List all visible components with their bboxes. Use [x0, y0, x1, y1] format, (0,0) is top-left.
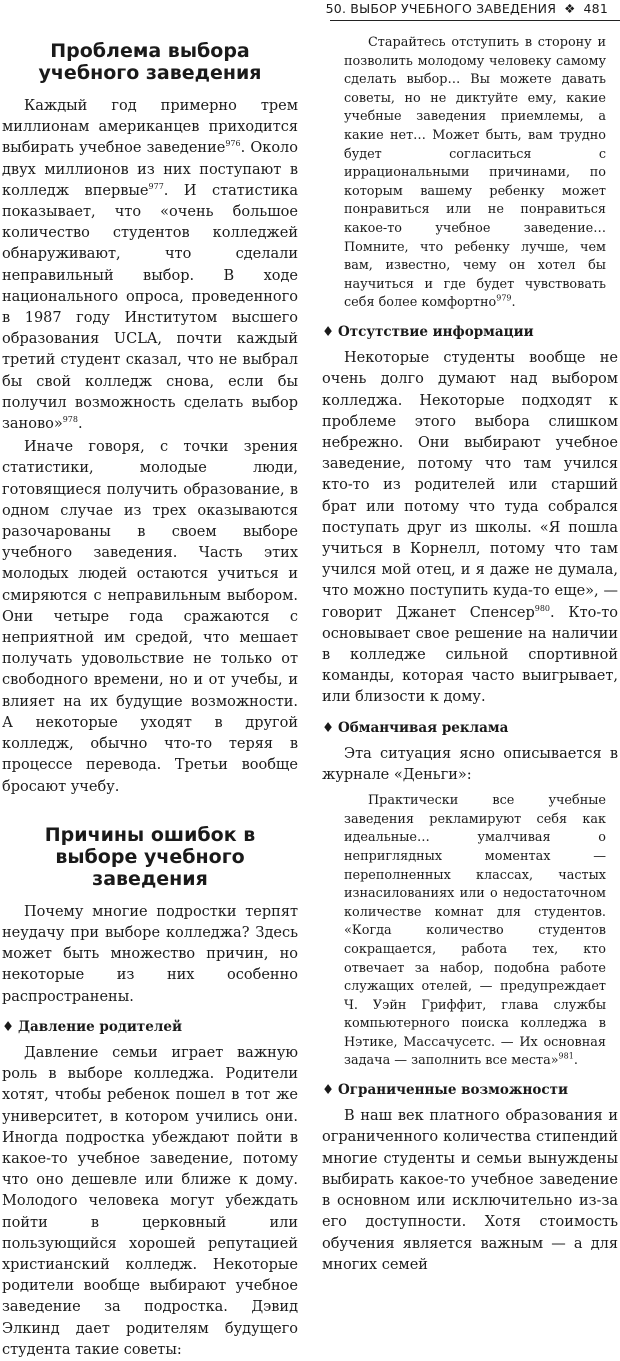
text-p7: В наш век платного образования и ограниченного количества стипендий многие студенты и семьи вынуждены выбирать какое-то учебное заведение в основном или исключительно из-за его доступности. Хотя стоимость обучения является важным — а для многих семей: [322, 1108, 618, 1273]
quote-text: Практически все учебные заведения рекламируют себя как идеальные… умалчивая о неприглядных моментах — переполненных классах, частых изнасилованиях или о недостаточном количестве комнат для студентов. «Когда количество студентов сокращается, работа тех, кто отвечает за набор, подобна работе служащих отелей, — предупреждает Ч. Уэйн Гриффит, глава службы компьютерного поиска колледжа в Нэтике, Массачусетс. — Их основная задача — заполнить все места»: [344, 793, 606, 1069]
text-p1: Каждый год примерно трем миллионам американцев приходится выбирать учебное заведение$^{976}$. Около двух миллионов из них поступают в колледж впервые$^{977}$. И статистика показывает, что «очень большое количество студентов колледжей обнаруживают, что сделали неправильный выбор. В ходе национального опроса, проведенного в 1987 году Институтом высшего образования UCLA, почти каждый третий студент сказал, что не выбрал бы свой колледж снова, если бы получил возможность сделать выбор заново»$^{978}$.: [2, 98, 298, 433]
paragraph: [2, 1043, 298, 1361]
header-separator: ❖: [564, 1, 576, 16]
paragraph: [322, 348, 618, 708]
section-heading-error-reasons: Причины ошибок в выборе учебного заведения: [44, 823, 256, 890]
right-column: [322, 26, 618, 1276]
subheading-text: Обманчивая реклама: [338, 719, 509, 736]
quote-text: Старайтесь отступить в сторону и позволить молодому человеку самому сделать выбор… Вы можете давать советы, но не диктуйте ему, какие учебные заведения приемлемы, а какие нет… Может быть, вам трудно будет согласиться с иррациональными причинами, по которым вашему ребенку может понравиться или не понравиться какое-то учебное заведение… Помните, что ребенку лучше, чем вам, известно, чему он хотел бы научиться и где будет чувствовать себя более комфортно: [344, 35, 606, 311]
subheading-text: Давление родителей: [18, 1018, 182, 1035]
paragraph: [2, 96, 298, 435]
footnote-ref: 980: [534, 603, 551, 613]
subheading-limited-options: [322, 1080, 618, 1101]
header-text: [318, 1, 608, 16]
paragraph: [322, 744, 618, 786]
footnote-ref: 978: [62, 415, 78, 425]
footnote-ref: 977: [148, 181, 164, 191]
block-quote: Практически все учебные заведения рекламируют себя как идеальные… умалчивая о неприглядных моментах — переполненных классах, частых изнасилованиях или о недостаточном количестве комнат для студентов. «Когда количество студентов сокращается, работа тех, кто отвечает за набор, подобна работе служащих отелей, — предупреждает Ч. Уэйн Гриффит, глава службы компьютерного поиска колледжа в Нэтике, Массачусетс. — Их основная задача — заполнить все места»$^{981}$.: [344, 793, 606, 1069]
paragraph: [2, 902, 298, 1008]
footnote-ref: 981: [558, 1052, 574, 1062]
page-number: 481: [583, 1, 608, 16]
paragraph: [2, 437, 298, 797]
section-heading-choice-problem: Проблема выбора учебного заведения: [38, 40, 262, 84]
subheading-text: Ограниченные возможности: [338, 1082, 569, 1099]
text-p5-tail: . Кто-то основывает свое решение на наличии в колледже сильной спортивной команды, которая часто выигрывает, или близости к дому.: [322, 604, 619, 706]
footnote-ref: 979: [496, 294, 512, 304]
subheading-lack-of-info: [322, 322, 618, 343]
header-rule: [330, 20, 620, 21]
text-p3: Почему многие подростки терпят неудачу при выборе колледжа? Здесь может быть множество причин, но некоторые из них особенно распространены.: [2, 903, 298, 1005]
subheading-text: Отсутствие информации: [338, 323, 534, 340]
text-p6: Эта ситуация ясно описывается в журнале «Деньги»:: [322, 745, 618, 783]
chapter-title: 50. ВЫБОР УЧЕБНОГО ЗАВЕДЕНИЯ: [325, 1, 557, 16]
diamond-bullet-icon: ♦: [322, 719, 335, 736]
diamond-bullet-icon: ♦: [2, 1018, 15, 1035]
diamond-bullet-icon: ♦: [322, 1082, 335, 1099]
left-column: [2, 26, 298, 1361]
running-header: [0, 0, 620, 22]
block-quote: Старайтесь отступить в сторону и позволить молодому человеку самому сделать выбор… Вы можете давать советы, но не диктуйте ему, какие учебные заведения приемлемы, а какие нет… Может быть, вам трудно будет согласиться с иррациональными причинами, по которым вашему ребенку может понравиться или не понравиться какое-то учебное заведение… Помните, что ребенку лучше, чем вам, известно, чему он хотел бы научиться и где будет чувствовать себя более комфортно$^{979}$.: [344, 35, 606, 311]
footnote-ref: 976: [225, 139, 241, 149]
diamond-bullet-icon: ♦: [322, 323, 335, 340]
paragraph: [322, 1106, 618, 1276]
text-p2: Иначе говоря, с точки зрения статистики, молодые люди, готовящиеся получить образование, в одном случае из трех оказываются разочарованы в своем выборе учебного заведения. Часть этих молодых людей остаются учиться и смиряются с неправильным выбором. Они четыре года сражаются с неприятной им средой, что мешает получать удовольствие не только от свободного времени, но и от учебы, и влияет на их будущие возможности. А некоторые уходят в другой колледж, обычно что-то теряя в процессе перевода. Третьи вообще бросают учебу.: [2, 439, 298, 795]
subheading-parent-pressure: [2, 1017, 298, 1038]
text-p4: Давление семьи играет важную роль в выборе колледжа. Родители хотят, чтобы ребенок пошел в тот же университет, в котором учились они. Иногда подростка убеждают пойти в какое-то учебное заведение, потому что оно дешевле или ближе к дому. Молодого человека могут убеждать пойти в церковный или пользующийся хорошей репутацией христианский колледж. Некоторые родители вообще выбирают учебное заведение за подростка. Дэвид Элкинд дает родителям будущего студента такие советы:: [2, 1044, 298, 1358]
subheading-misleading-ads: [322, 718, 618, 739]
text-p5: Некоторые студенты вообще не очень долго думают над выбором колледжа. Некоторые подходят к проблеме этого выбора слишком небрежно. Они выбирают учебное заведение, потому что там учился кто-то из родителей или старший брат или потому что туда собрался поступать друг из школы. «Я пошла учиться в Корнелл, потому что там учился мой отец, и я даже не думала, что можно поступить куда-то еще», — говорит Джанет Спенсер: [322, 350, 618, 621]
